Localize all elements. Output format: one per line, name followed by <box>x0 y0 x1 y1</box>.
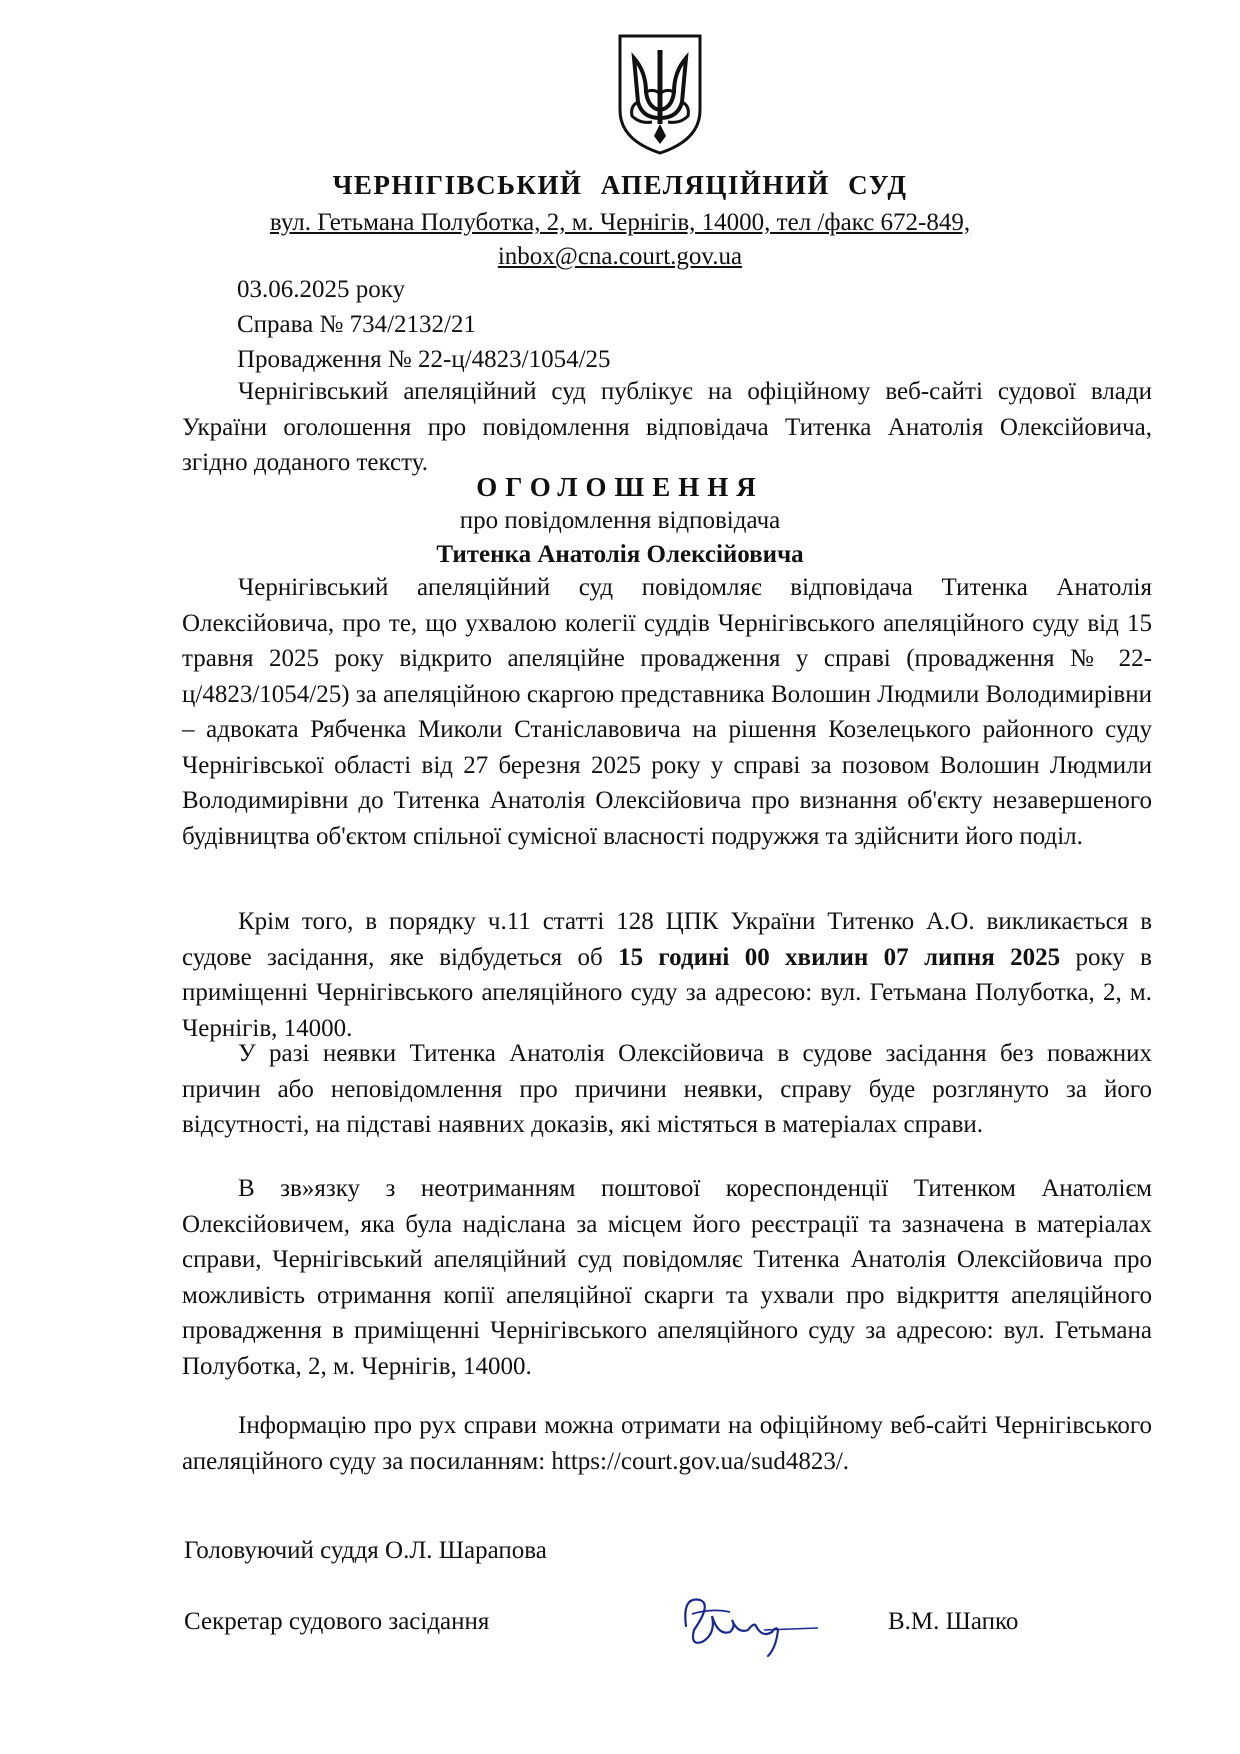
hearing-text-start: Крім того, в порядку ч.11 статті 128 ЦПК України Титенко А.О. викликається в судове засідання, яке відбудеться об <box>182 908 1152 971</box>
document-date: 03.06.2025 року <box>237 276 406 303</box>
proceeding-number: Провадження № 22-ц/4823/1054/25 <box>237 346 611 373</box>
intro-paragraph: Чернігівський апеляційний суд публікує на офіційному веб-сайті судової влади України оголошення про повідомлення відповідача Титенка Анатолія Олексійовича, згідно доданого тексту. <box>182 378 1152 476</box>
hearing-text-end: року в приміщенні Чернігівського апеляційного суду за адресою: вул. Гетьмана Полуботка, 2, м. Чернігів, 14000. <box>182 943 1152 1042</box>
body-paragraph-3: У разі неявки Титенка Анатолія Олексійовича в судове засідання без поважних причин або неповідомлення про причини неявки, справу буде розглянуто за його відсутності, на підставі наявних доказів, які містяться в матеріалах справи. <box>182 1040 1152 1138</box>
body-paragraph-1: Чернігівський апеляційний суд повідомляє відповідача Титенка Анатолія Олексійовича, про те, що ухвалою колегії суддів Чернігівського апеляційного суду від 15 травня 2025 року відкрито апеляційне провадження у справі (провадження № 22-ц/4823/1054/25) за апеляційною скаргою представника Волошин Людмили Володимирівни – адвоката Рябченка Миколи Станіславовича на рішення Козелецького районного суду Чернігівської області від 27 березня 2025 року у справі за позовом Волошин Людмили Володимирівни до Титенка Анатолія Олексійовича про визнання об'єкту незавершеного будівництва об'єктом спільної сумісної власності подружжя та здійснити його поділ. <box>182 574 1152 850</box>
case-number: Справа № 734/2132/21 <box>237 311 476 338</box>
secretary-name: В.М. Шапко <box>888 1608 1019 1635</box>
announcement-title: ОГОЛОШЕННЯ <box>476 472 764 502</box>
court-address-line: вул. Гетьмана Полуботка, 2, м. Чернігів, 14000, тел /факс 672-849, <box>269 209 971 236</box>
secretary-role: Секретар судового засідання <box>184 1608 490 1635</box>
announcement-subtitle: про повідомлення відповідача <box>459 507 781 534</box>
handwritten-signature <box>672 1586 822 1666</box>
body-paragraph-2 <box>182 904 1152 1046</box>
court-address <box>0 206 1240 274</box>
defendant-name: Титенка Анатолія Олексійовича <box>436 541 804 568</box>
body-paragraph-5: Інформацію про рух справи можна отримати на офіційному веб-сайті Чернігівського апеляційного суду за посиланням: https://court.gov.ua/sud4823/. <box>182 1412 1152 1475</box>
presiding-judge: Головуючий суддя О.Л. Шарапова <box>184 1537 547 1564</box>
court-email[interactable]: inbox@cna.court.gov.ua <box>497 243 743 270</box>
court-name: ЧЕРНІГІВСЬКИЙ АПЕЛЯЦІЙНИЙ СУД <box>332 170 908 200</box>
body-paragraph-4: В зв»язку з неотриманням поштової кореспонденції Титенком Анатолієм Олексійовичем, яка була надіслана за місцем його реєстрації та зазначена в матеріалах справи, Чернігівський апеляційний суд повідомляє Титенка Анатолія Олексійовича про можливість отримання копії апеляційної скарги та ухвали про відкриття апеляційного провадження в приміщенні Чернігівського апеляційного суду за адресою: вул. Гетьмана Полуботка, 2, м. Чернігів, 14000. <box>182 1175 1152 1380</box>
trident-coat-of-arms-icon <box>616 32 704 157</box>
hearing-datetime: 15 годині 00 хвилин 07 липня 2025 <box>618 943 1061 971</box>
